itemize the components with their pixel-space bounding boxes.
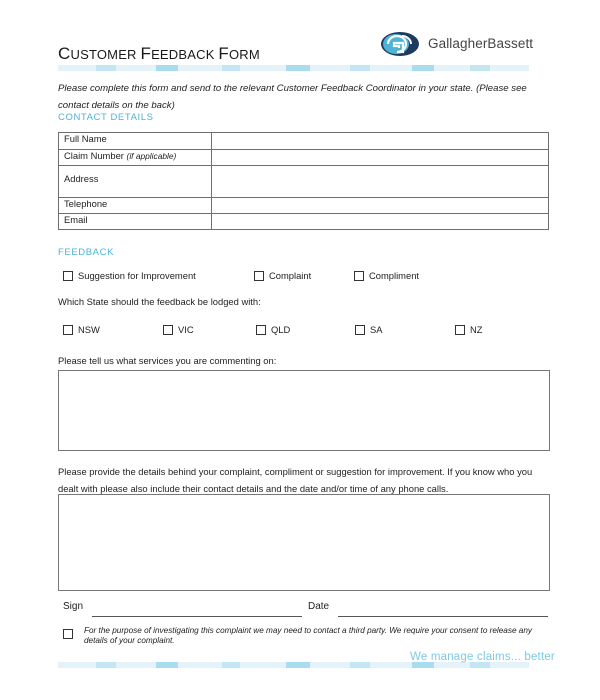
feedback-heading: FEEDBACK	[58, 247, 115, 258]
services-prompt: Please tell us what services you are commenting on:	[58, 355, 277, 366]
company-logo	[380, 31, 550, 57]
table-row	[59, 150, 549, 166]
checkbox-box[interactable]	[63, 629, 73, 639]
footer-tagline: We manage claims... better	[410, 651, 555, 663]
claim-number-label: Claim Number (if applicable)	[59, 150, 212, 166]
state-vic-checkbox[interactable]: VIC	[163, 324, 194, 335]
suggestion-checkbox[interactable]: Suggestion for Improvement	[63, 270, 196, 281]
sign-label: Sign	[63, 601, 84, 612]
header-stripe	[58, 65, 549, 71]
table-row	[59, 214, 549, 230]
date-label: Date	[308, 601, 330, 612]
checkbox-box[interactable]	[256, 325, 266, 335]
checkbox-box[interactable]	[63, 325, 73, 335]
full-name-label: Full Name	[59, 133, 212, 150]
checkbox-box[interactable]	[354, 271, 364, 281]
gallagher-globe-icon	[380, 31, 424, 57]
email-label: Email	[59, 214, 212, 230]
claim-number-field[interactable]	[212, 150, 549, 166]
logo-text: GallagherBassett	[428, 36, 534, 51]
checkbox-box[interactable]	[254, 271, 264, 281]
contact-details-table	[58, 132, 549, 230]
table-row	[59, 198, 549, 214]
page-title: CUSTOMER FEEDBACK FORM	[58, 44, 260, 63]
telephone-label: Telephone	[59, 198, 212, 214]
address-field[interactable]	[212, 166, 549, 198]
checkbox-box[interactable]	[163, 325, 173, 335]
email-field[interactable]	[212, 214, 549, 230]
consent-checkbox[interactable]	[63, 626, 78, 644]
date-line[interactable]	[338, 616, 548, 617]
state-question: Which State should the feedback be lodged with:	[58, 296, 261, 307]
checkbox-box[interactable]	[355, 325, 365, 335]
consent-text: For the purpose of investigating this complaint we may need to contact a third party. We require your consent to release any details of your complaint.	[84, 626, 532, 645]
telephone-field[interactable]	[212, 198, 549, 214]
compliment-checkbox[interactable]: Compliment	[354, 270, 419, 281]
checkbox-box[interactable]	[455, 325, 465, 335]
full-name-field[interactable]	[212, 133, 549, 150]
complaint-checkbox[interactable]: Complaint	[254, 270, 311, 281]
details-textarea[interactable]	[58, 494, 550, 591]
intro-text: Please complete this form and send to the relevant Customer Feedback Coordinator in your state. (Please see contact details on the back)	[58, 83, 527, 111]
table-row	[59, 166, 549, 198]
address-label: Address	[59, 166, 212, 198]
contact-details-heading: CONTACT DETAILS	[58, 112, 154, 123]
details-prompt: Please provide the details behind your complaint, compliment or suggestion for improvement. If you know who you dealt with please also include their contact details and the date and/or time of any phone calls.	[58, 466, 533, 494]
state-nz-checkbox[interactable]: NZ	[455, 324, 483, 335]
services-textarea[interactable]	[58, 370, 550, 451]
checkbox-box[interactable]	[63, 271, 73, 281]
table-row	[59, 133, 549, 150]
state-qld-checkbox[interactable]: QLD	[256, 324, 290, 335]
state-nsw-checkbox[interactable]: NSW	[63, 324, 100, 335]
state-sa-checkbox[interactable]: SA	[355, 324, 383, 335]
sign-line[interactable]	[92, 616, 302, 617]
